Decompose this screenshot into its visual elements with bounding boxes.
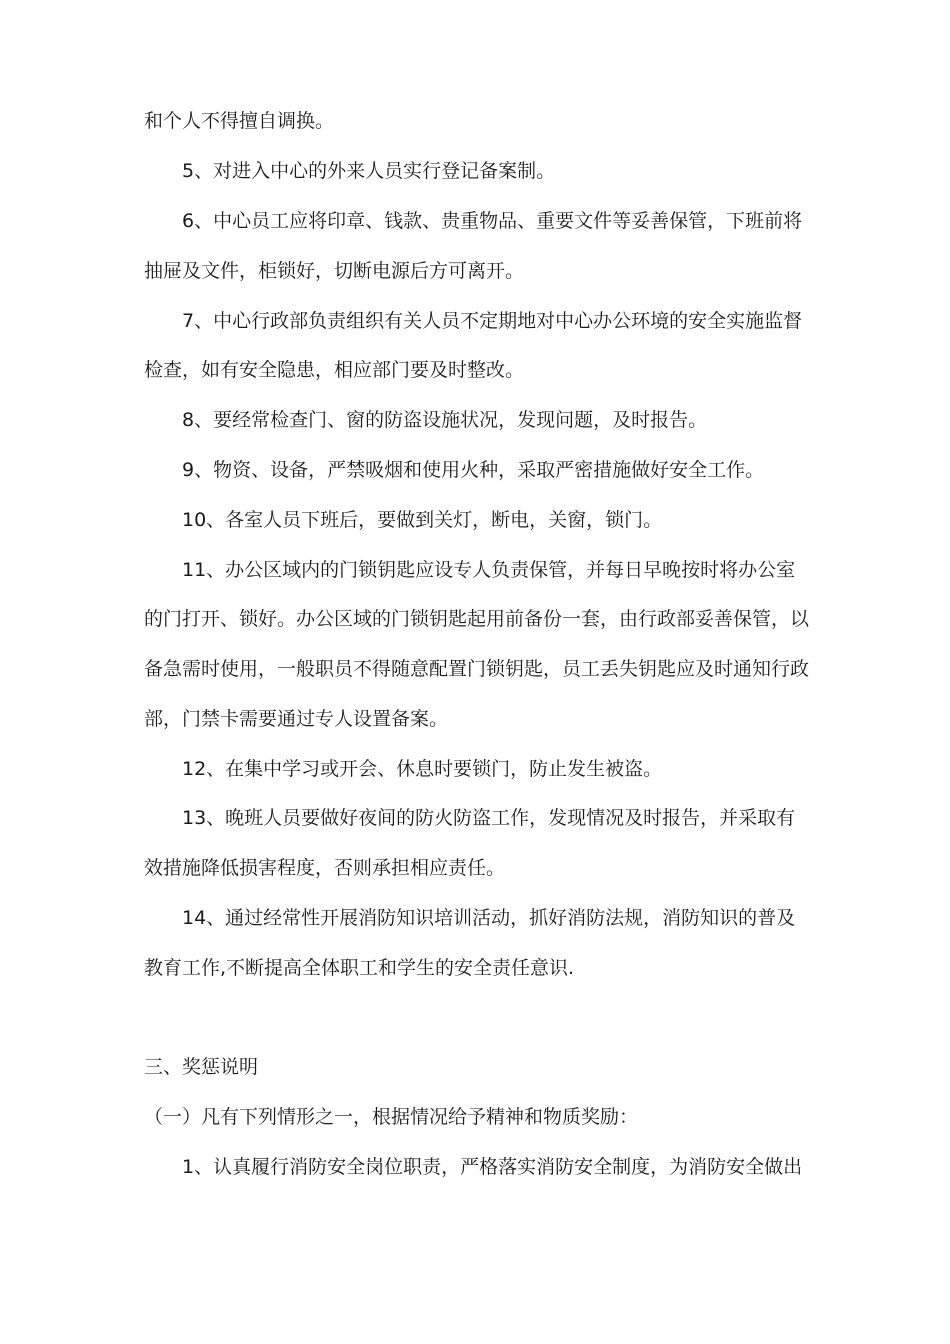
rule-item-14-line-1: 14、通过经常性开展消防知识培训活动，抓好消防法规，消防知识的普及 (182, 907, 796, 929)
rule-item-11-line-2: 的门打开、锁好。办公区域的门锁钥匙起用前备份一套，由行政部妥善保管，以 (144, 608, 810, 630)
rule-item-8-line-1: 8、要经常检查门、窗的防盗设施状况，发现问题，及时报告。 (182, 409, 708, 431)
rule-item-13-line-1: 13、晚班人员要做好夜间的防火防盗工作，发现情况及时报告，并采取有 (182, 807, 796, 829)
rule-item-11-line-3: 备急需时使用，一般职员不得随意配置门锁钥匙，员工丢失钥匙应及时通知行政 (144, 658, 810, 680)
rule-item-11-line-4: 部，门禁卡需要通过专人设置备案。 (144, 708, 449, 730)
rule-item-12-line-1: 12、在集中学习或开会、休息时要锁门，防止发生被盗。 (182, 758, 663, 780)
rule-item-7-line-1: 7、中心行政部负责组织有关人员不定期地对中心办公环境的安全实施监督 (182, 310, 803, 332)
rule-item-5-line-1: 5、对进入中心的外来人员实行登记备案制。 (182, 160, 556, 182)
rule-item-10-line-1: 10、各室人员下班后，要做到关灯，断电，关窗，锁门。 (182, 509, 663, 531)
rule-item-13-line-2: 效措施降低损害程度，否则承担相应责任。 (144, 857, 506, 879)
rule-item-9-line-1: 9、物资、设备，严禁吸烟和使用火种，采取严密措施做好安全工作。 (182, 459, 765, 481)
continuation-line: 和个人不得擅自调换。 (144, 110, 335, 132)
rule-item-7-line-2: 检查，如有安全隐患，相应部门要及时整改。 (144, 359, 525, 381)
reward-item-1-line-1: 1、认真履行消防安全岗位职责，严格落实消防安全制度，为消防安全做出 (182, 1156, 803, 1178)
rule-item-6-line-2: 抽屉及文件，柜锁好，切断电源后方可离开。 (144, 260, 525, 282)
subsection-heading: （一）凡有下列情形之一，根据情况给予精神和物质奖励： (144, 1106, 639, 1128)
rule-item-11-line-1: 11、办公区域内的门锁钥匙应设专人负责保管，并每日早晚按时将办公室 (182, 559, 796, 581)
rule-item-14-line-2: 教育工作,不断提高全体职工和学生的安全责任意识. (144, 957, 575, 979)
rule-item-6-line-1: 6、中心员工应将印章、钱款、贵重物品、重要文件等妥善保管，下班前将 (182, 210, 803, 232)
section-heading: 三、奖惩说明 (144, 1056, 259, 1078)
